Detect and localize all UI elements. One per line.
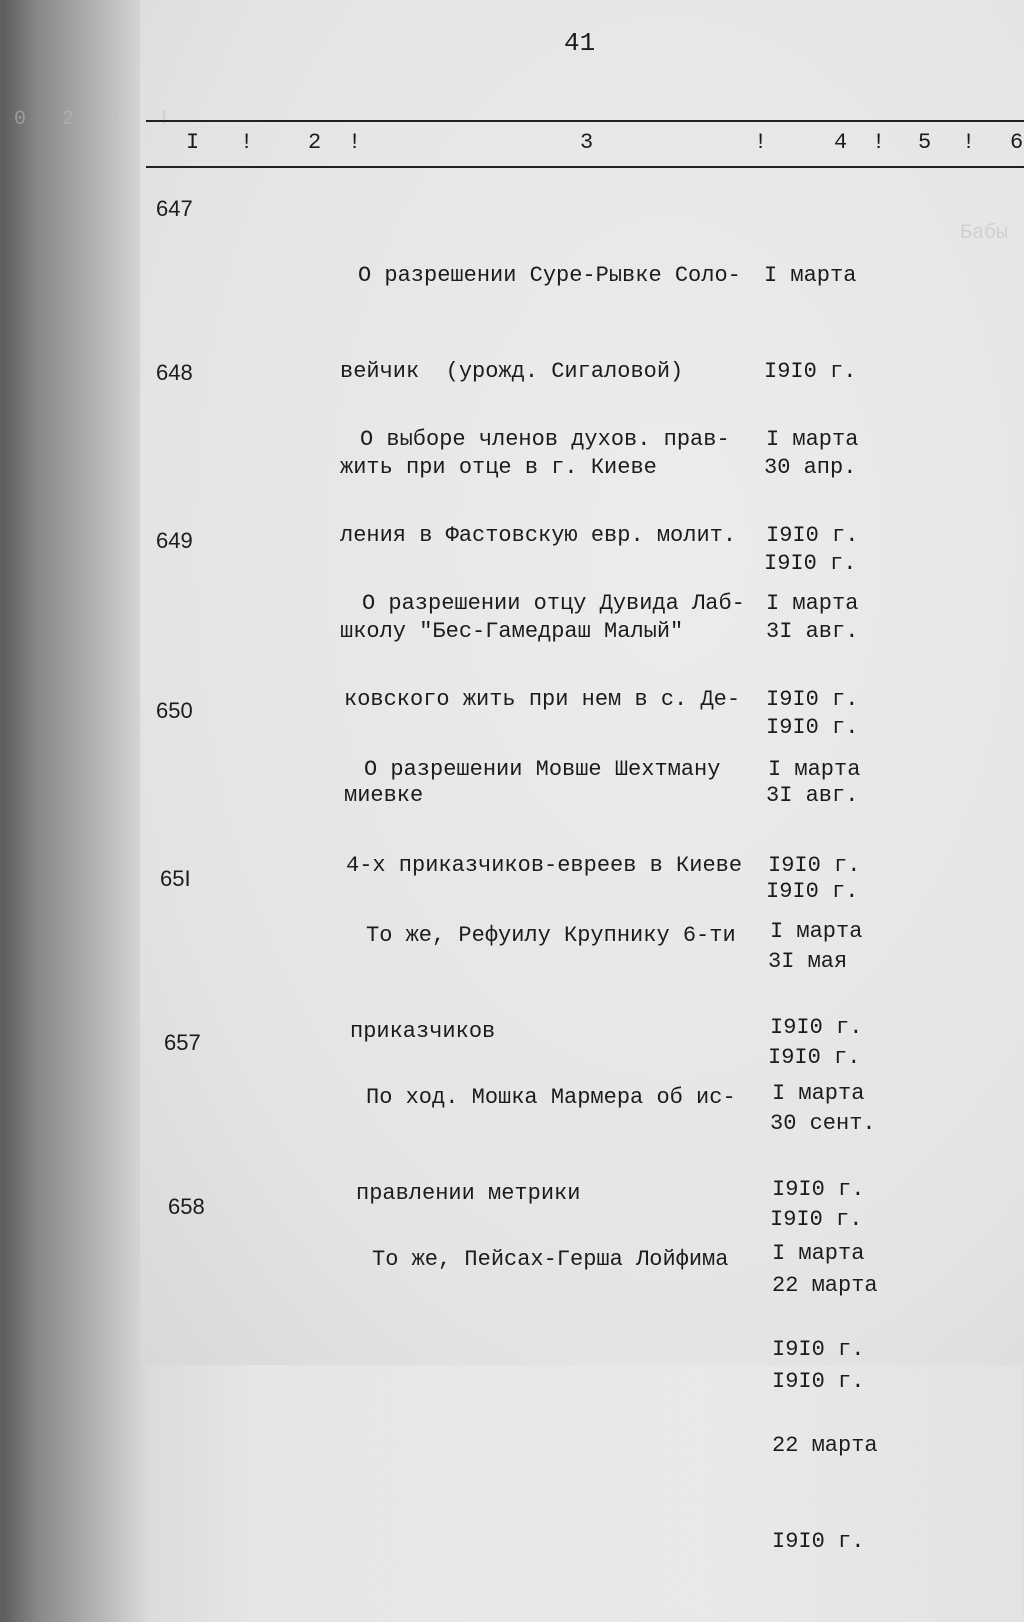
bleed-through-mark: 0 2 ! ! — [14, 108, 171, 131]
start-date: I марта — [772, 1241, 865, 1266]
row-number: 648 — [156, 360, 193, 385]
column-header-1: I — [186, 130, 200, 155]
description-line: правлении метрики — [356, 1181, 581, 1206]
start-year: I9I0 г. — [766, 523, 859, 548]
description-line: приказчиков — [350, 1019, 496, 1044]
row-number: 658 — [168, 1194, 205, 1219]
column-header-2: 2 — [308, 130, 322, 155]
end-year: I9I0 г. — [772, 1529, 865, 1554]
end-date: 30 апр. — [764, 455, 857, 480]
row-number: 657 — [164, 1030, 201, 1055]
table-header-top-rule — [146, 120, 1024, 122]
table-header-bottom-rule — [146, 166, 1024, 168]
description-line: То же, Пейсах-Герша Лойфима — [372, 1247, 729, 1272]
column-header-5: 5 — [918, 130, 932, 155]
page-number: 41 — [564, 28, 596, 58]
start-year: I9I0 г. — [766, 687, 859, 712]
start-year: I9I0 г. — [770, 1015, 863, 1040]
end-year: I9I0 г. — [772, 1369, 865, 1394]
description-line: школу "Бес-Гамедраш Малый" — [340, 619, 684, 644]
row-number: 649 — [156, 528, 193, 553]
column-separator: ! — [240, 130, 254, 155]
start-date: I марта — [766, 591, 859, 616]
end-date: 3I авг. — [766, 619, 859, 644]
column-separator: ! — [962, 130, 976, 155]
description-line: О разрешении Суре-Рывке Соло- — [358, 263, 741, 288]
row-dates — [772, 1174, 878, 1622]
end-date: 22 марта — [772, 1273, 878, 1298]
start-date: I марта — [770, 919, 863, 944]
description-line: миевке — [344, 783, 424, 808]
end-date: 30 сент. — [770, 1111, 876, 1136]
column-separator: ! — [348, 130, 362, 155]
row-number: 647 — [156, 196, 193, 221]
description-line: 4-х приказчиков-евреев в Киеве — [346, 853, 743, 878]
start-date: I марта — [764, 263, 857, 288]
column-header-6: 6 — [1010, 130, 1024, 155]
end-year: I9I0 г. — [766, 879, 859, 904]
description-line: ковского жить при нем в с. Де- — [344, 687, 741, 712]
description-line: То же, Рефуилу Крупнику 6-ти — [366, 923, 736, 948]
end-year: I9I0 г. — [768, 1045, 861, 1070]
column-header-3: 3 — [580, 130, 594, 155]
row-number: 65I — [160, 866, 191, 891]
start-date: I марта — [772, 1081, 865, 1106]
end-date: 3I мая — [768, 949, 848, 974]
description-line: О разрешении отцу Дувида Лаб- — [362, 591, 745, 616]
row-description — [372, 1180, 728, 1340]
description-line: О разрешении Мовше Шехтману — [364, 757, 721, 782]
end-date: 22 марта — [772, 1433, 878, 1458]
description-line: ления в Фастовскую евр. молит. — [340, 523, 737, 548]
end-year: I9I0 г. — [770, 1207, 863, 1232]
start-year: I9I0 г. — [768, 853, 861, 878]
end-year: I9I0 г. — [766, 715, 859, 740]
start-year: I9I0 г. — [772, 1337, 865, 1362]
start-year: I9I0 г. — [764, 359, 857, 384]
bleed-through-mark: Бабы — [960, 222, 1009, 245]
start-date: I марта — [768, 757, 861, 782]
end-date: 3I авг. — [766, 783, 859, 808]
column-separator: ! — [754, 130, 768, 155]
description-line: вейчик (урожд. Сигаловой) — [340, 359, 684, 384]
description-line: О выборе членов духов. прав- — [360, 427, 730, 452]
end-year: I9I0 г. — [764, 551, 857, 576]
description-line: По ход. Мошка Мармера об ис- — [366, 1085, 736, 1110]
row-number: 650 — [156, 698, 193, 723]
column-separator: ! — [872, 130, 886, 155]
description-line: жить при отце в г. Киеве — [340, 455, 657, 480]
column-header-4: 4 — [834, 130, 848, 155]
start-date: I марта — [766, 427, 859, 452]
start-year: I9I0 г. — [772, 1177, 865, 1202]
